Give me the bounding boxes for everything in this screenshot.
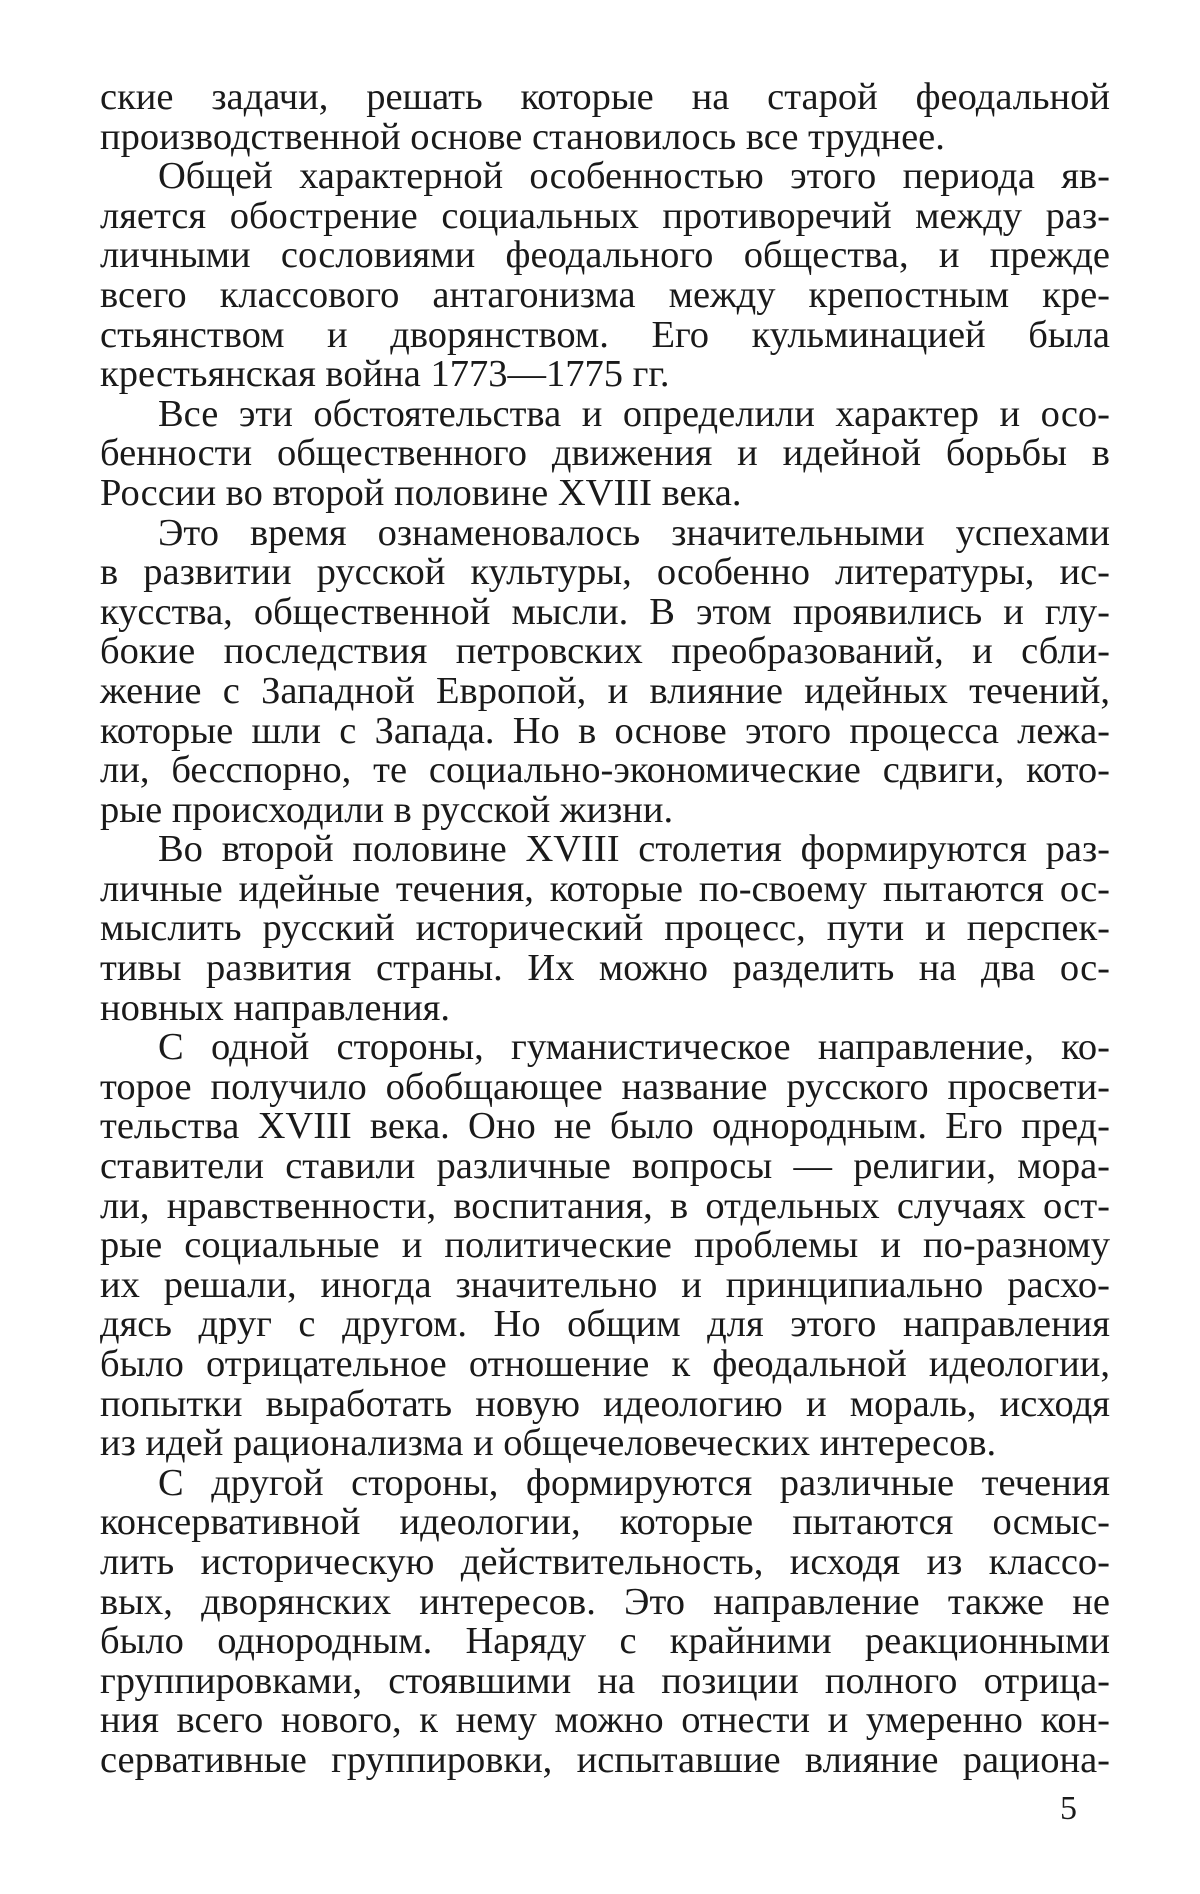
text-line: тивы развития страны. Их можно разделить на два ос- [100, 947, 1110, 990]
text-line: вых, дворянских интересов. Это направление также не [100, 1580, 1110, 1623]
text-line: лить историческую действительность, исходя из классо- [100, 1540, 1110, 1583]
paragraph [100, 392, 1110, 514]
text-line: Все эти обстоятельства и определили характер и осо- [158, 392, 1110, 435]
text-line: производственной основе становилось все труднее. [100, 115, 945, 158]
text-line: рые социальные и политические проблемы и по-разному [100, 1224, 1110, 1267]
paragraph [100, 157, 1110, 395]
text-line: ляется обострение социальных противоречий между раз- [100, 194, 1110, 237]
page-number: 5 [1060, 1790, 1077, 1827]
text-line: личные идейные течения, которые по-своему пытаются ос- [100, 867, 1110, 910]
text-line: ставители ставили различные вопросы — религии, мора- [100, 1145, 1110, 1188]
text-line: жение с Западной Европой, и влияние идейных течений, [100, 669, 1110, 712]
text-line: стьянством и дворянством. Его кульминацией была [100, 313, 1110, 356]
text-line: ли, нравственности, воспитания, в отдельных случаях ост- [100, 1184, 1110, 1227]
text-line: С одной стороны, гуманистическое направление, ко- [158, 1026, 1110, 1069]
text-line: их решали, иногда значительно и принципиально расхо- [100, 1263, 1110, 1306]
page-body [100, 78, 1110, 1781]
text-line: в развитии русской культуры, особенно литературы, ис- [100, 551, 1110, 594]
text-line: Во второй половине XVIII столетия формируются раз- [158, 828, 1110, 871]
text-line: тельства XVIII века. Оно не было однородным. Его пред- [100, 1105, 1110, 1148]
text-line: личными сословиями феодального общества, и прежде [100, 234, 1110, 277]
paragraph [100, 511, 1110, 831]
text-line: из идей рационализма и общечеловеческих интересов. [100, 1422, 997, 1465]
text-line: Это время ознаменовалось значительными успехами [158, 511, 1110, 554]
text-line: дясь друг с другом. Но общим для этого направления [100, 1303, 1110, 1346]
text-line: попытки выработать новую идеологию и мораль, исходя [100, 1382, 1110, 1425]
text-line: С другой стороны, формируются различные течения [158, 1461, 1110, 1504]
text-line: кусства, общественной мысли. В этом проявились и глу- [100, 590, 1110, 633]
text-line: бокие последствия петровских преобразований, и сбли- [100, 630, 1110, 673]
text-line: группировками, стоявшими на позиции полного отрица- [100, 1659, 1110, 1702]
paragraph [100, 1028, 1110, 1464]
text-line: было отрицательное отношение к феодальной идеологии, [100, 1343, 1110, 1385]
text-line: консервативной идеологии, которые пытаются осмыс- [100, 1501, 1110, 1544]
text-line: крестьянская война 1773—1775 гг. [100, 353, 670, 396]
text-line: ские задачи, решать которые на старой феодальной [100, 76, 1110, 118]
text-line: Общей характерной особенностью этого периода яв- [158, 155, 1110, 198]
text-line: было однородным. Наряду с крайними реакционными [100, 1620, 1110, 1663]
text-line: сервативные группировки, испытавшие влияние рациона- [100, 1738, 1110, 1781]
paragraph [100, 830, 1110, 1028]
text-line: ли, бесспорно, те социально-экономические сдвиги, кото- [100, 749, 1110, 792]
paragraph [100, 78, 1110, 157]
text-line: торое получило обобщающее название русского просвети- [100, 1065, 1110, 1108]
text-line: России во второй половине XVIII века. [100, 471, 742, 514]
text-line: бенности общественного движения и идейной борьбы в [100, 432, 1110, 475]
text-line: всего классового антагонизма между крепостным кре- [100, 273, 1110, 316]
text-line: которые шли с Запада. Но в основе этого процесса лежа- [100, 709, 1110, 752]
text-line: мыслить русский исторический процесс, пути и перспек- [100, 907, 1110, 950]
text-line: новных направления. [100, 986, 451, 1029]
text-line: ния всего нового, к нему можно отнести и умеренно кон- [100, 1699, 1110, 1742]
text-line: рые происходили в русской жизни. [100, 788, 674, 831]
paragraph [100, 1461, 1110, 1781]
